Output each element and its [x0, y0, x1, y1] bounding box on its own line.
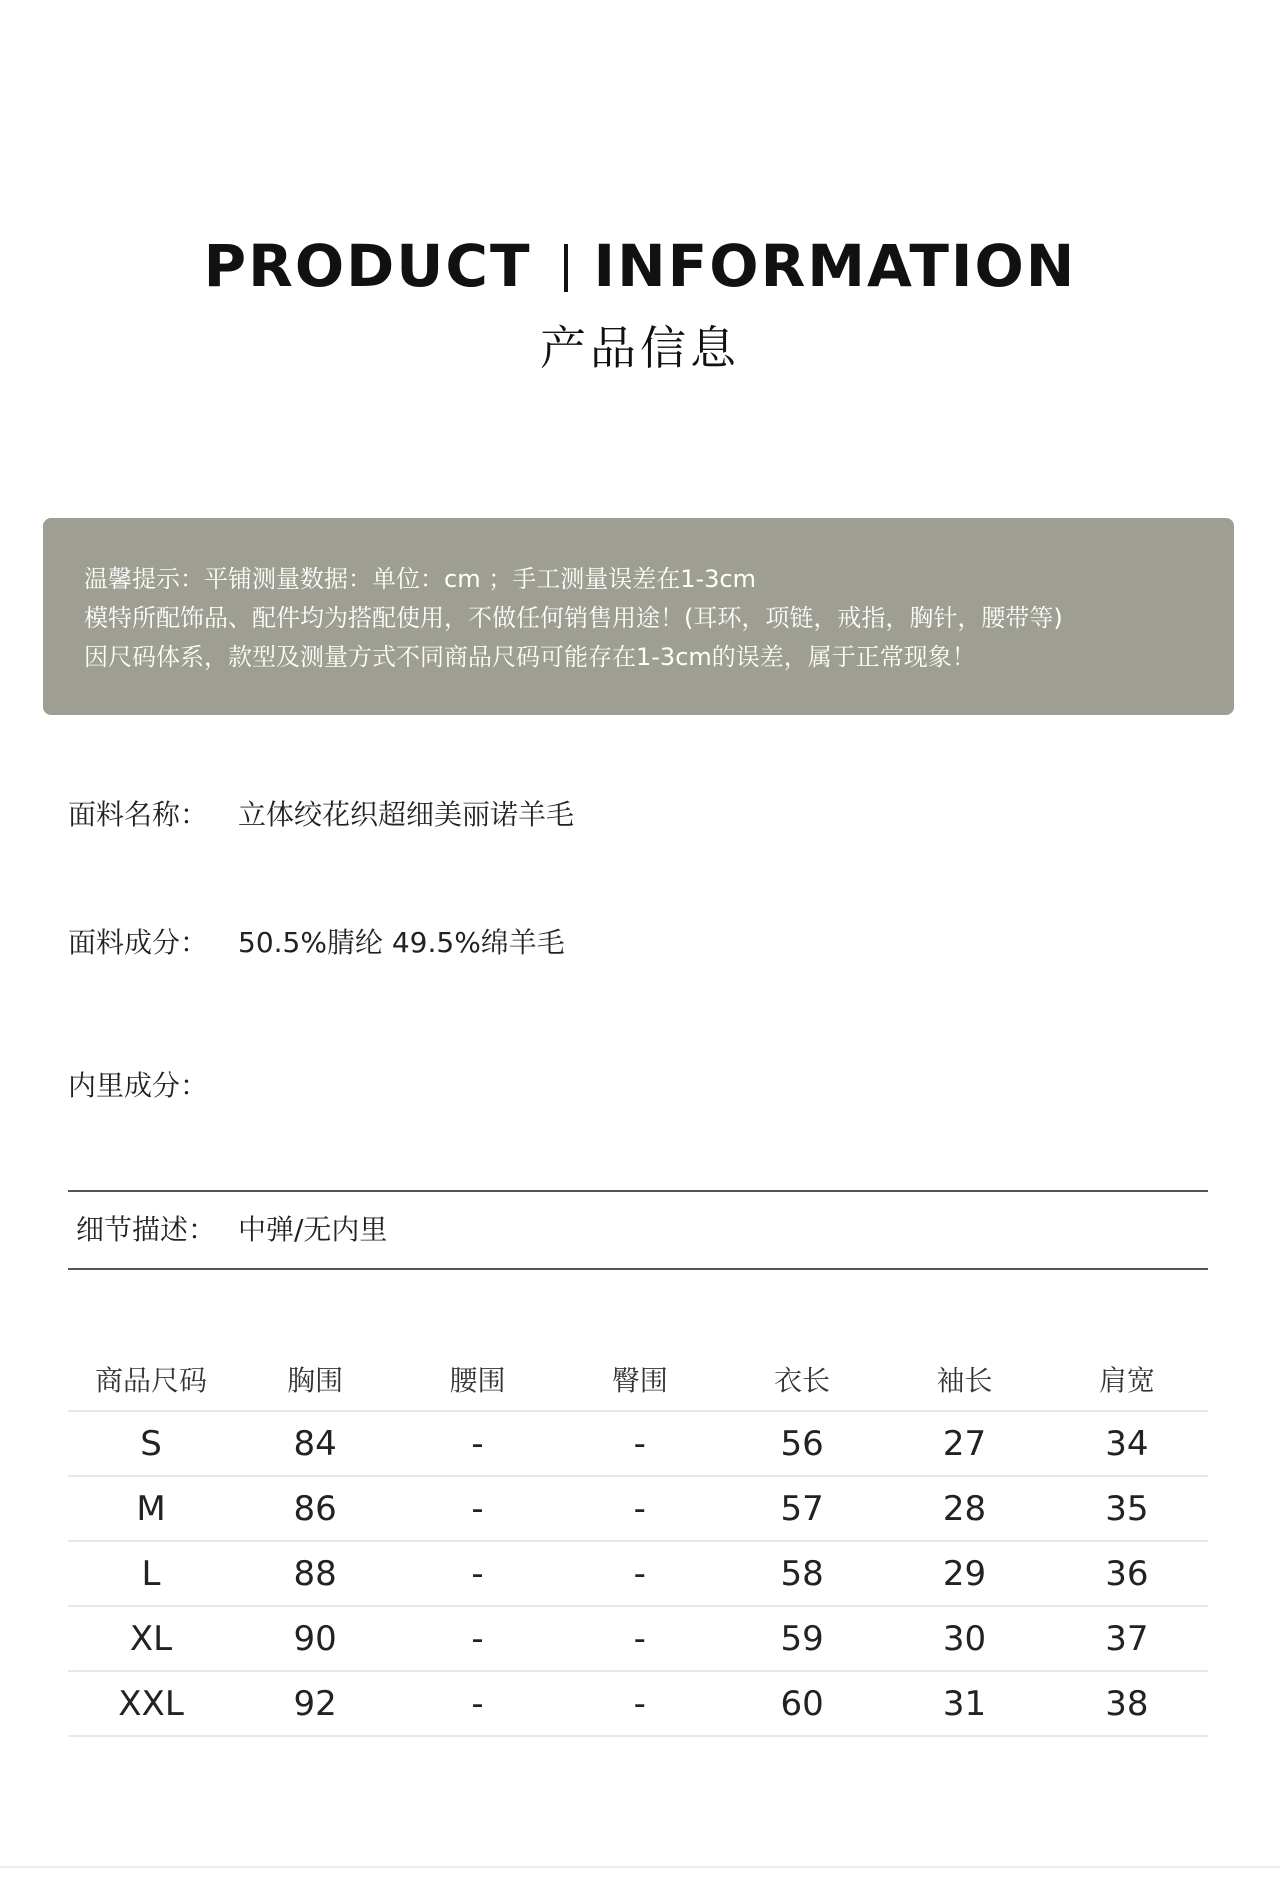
header-shoulder: 肩宽: [1046, 1348, 1208, 1411]
cell-chest: 84: [234, 1411, 396, 1476]
page-title-chinese: 产品信息: [540, 321, 740, 375]
title-divider: [564, 244, 568, 292]
cell-sleeve: 31: [883, 1671, 1045, 1736]
detail-row: [76, 1210, 387, 1250]
cell-sleeve: 27: [883, 1411, 1045, 1476]
bottom-divider: [0, 1866, 1280, 1868]
notice-line-accessories: 模特所配饰品、配件均为搭配使用，不做任何销售用途！(耳环，项链，戒指，胸针，腰带等): [84, 604, 1063, 632]
detail-label: 细节描述：: [76, 1213, 217, 1246]
cell-shoulder: 35: [1046, 1476, 1208, 1541]
lining-composition-label: 内里成分：: [68, 1069, 209, 1102]
cell-hip: -: [559, 1541, 721, 1606]
notice-line-measurement: 温馨提示：平铺测量数据：单位：cm ；手工测量误差在1-3cm: [84, 565, 756, 593]
cell-shoulder: 36: [1046, 1541, 1208, 1606]
cell-chest: 92: [234, 1671, 396, 1736]
cell-waist: -: [396, 1671, 558, 1736]
header-hip: 臀围: [559, 1348, 721, 1411]
cell-waist: -: [396, 1606, 558, 1671]
fabric-name-label: 面料名称：: [68, 798, 209, 831]
size-table-header-row: [68, 1348, 1208, 1411]
cell-length: 60: [721, 1671, 883, 1736]
title-product: PRODUCT: [203, 232, 532, 300]
cell-waist: -: [396, 1476, 558, 1541]
fabric-name-value: 立体绞花织超细美丽诺羊毛: [238, 798, 575, 831]
cell-size: M: [68, 1476, 234, 1541]
cell-size: L: [68, 1541, 234, 1606]
detail-bottom-divider: [68, 1268, 1208, 1270]
fabric-composition-row: [68, 923, 565, 963]
cell-length: 58: [721, 1541, 883, 1606]
fabric-composition-value: 50.5%腈纶 49.5%绵羊毛: [238, 926, 565, 959]
cell-shoulder: 38: [1046, 1671, 1208, 1736]
cell-sleeve: 29: [883, 1541, 1045, 1606]
lining-composition-row: [68, 1066, 238, 1106]
notice-box: [43, 518, 1234, 715]
notice-line-size-error: 因尺码体系，款型及测量方式不同商品尺码可能存在1-3cm的误差，属于正常现象！: [84, 643, 976, 671]
cell-length: 56: [721, 1411, 883, 1476]
fabric-name-row: [68, 795, 574, 835]
header-chest: 胸围: [234, 1348, 396, 1411]
table-row: [68, 1671, 1208, 1736]
title-information: INFORMATION: [593, 232, 1077, 300]
detail-value: 中弹/无内里: [238, 1213, 388, 1246]
detail-top-divider: [68, 1190, 1208, 1192]
cell-length: 57: [721, 1476, 883, 1541]
table-row: [68, 1411, 1208, 1476]
cell-waist: -: [396, 1541, 558, 1606]
table-row: [68, 1541, 1208, 1606]
cell-chest: 90: [234, 1606, 396, 1671]
header-waist: 腰围: [396, 1348, 558, 1411]
cell-shoulder: 37: [1046, 1606, 1208, 1671]
cell-hip: -: [559, 1411, 721, 1476]
cell-sleeve: 30: [883, 1606, 1045, 1671]
header-length: 衣长: [721, 1348, 883, 1411]
cell-size: XXL: [68, 1671, 234, 1736]
page-title-english: [0, 226, 1280, 306]
header-size: 商品尺码: [68, 1348, 234, 1411]
table-row: [68, 1606, 1208, 1671]
cell-size: S: [68, 1411, 234, 1476]
cell-size: XL: [68, 1606, 234, 1671]
cell-chest: 88: [234, 1541, 396, 1606]
cell-hip: -: [559, 1671, 721, 1736]
cell-hip: -: [559, 1476, 721, 1541]
cell-shoulder: 34: [1046, 1411, 1208, 1476]
table-row: [68, 1476, 1208, 1541]
cell-waist: -: [396, 1411, 558, 1476]
cell-sleeve: 28: [883, 1476, 1045, 1541]
header-sleeve: 袖长: [883, 1348, 1045, 1411]
fabric-composition-label: 面料成分：: [68, 926, 209, 959]
cell-chest: 86: [234, 1476, 396, 1541]
cell-hip: -: [559, 1606, 721, 1671]
size-table: [68, 1348, 1208, 1737]
cell-length: 59: [721, 1606, 883, 1671]
